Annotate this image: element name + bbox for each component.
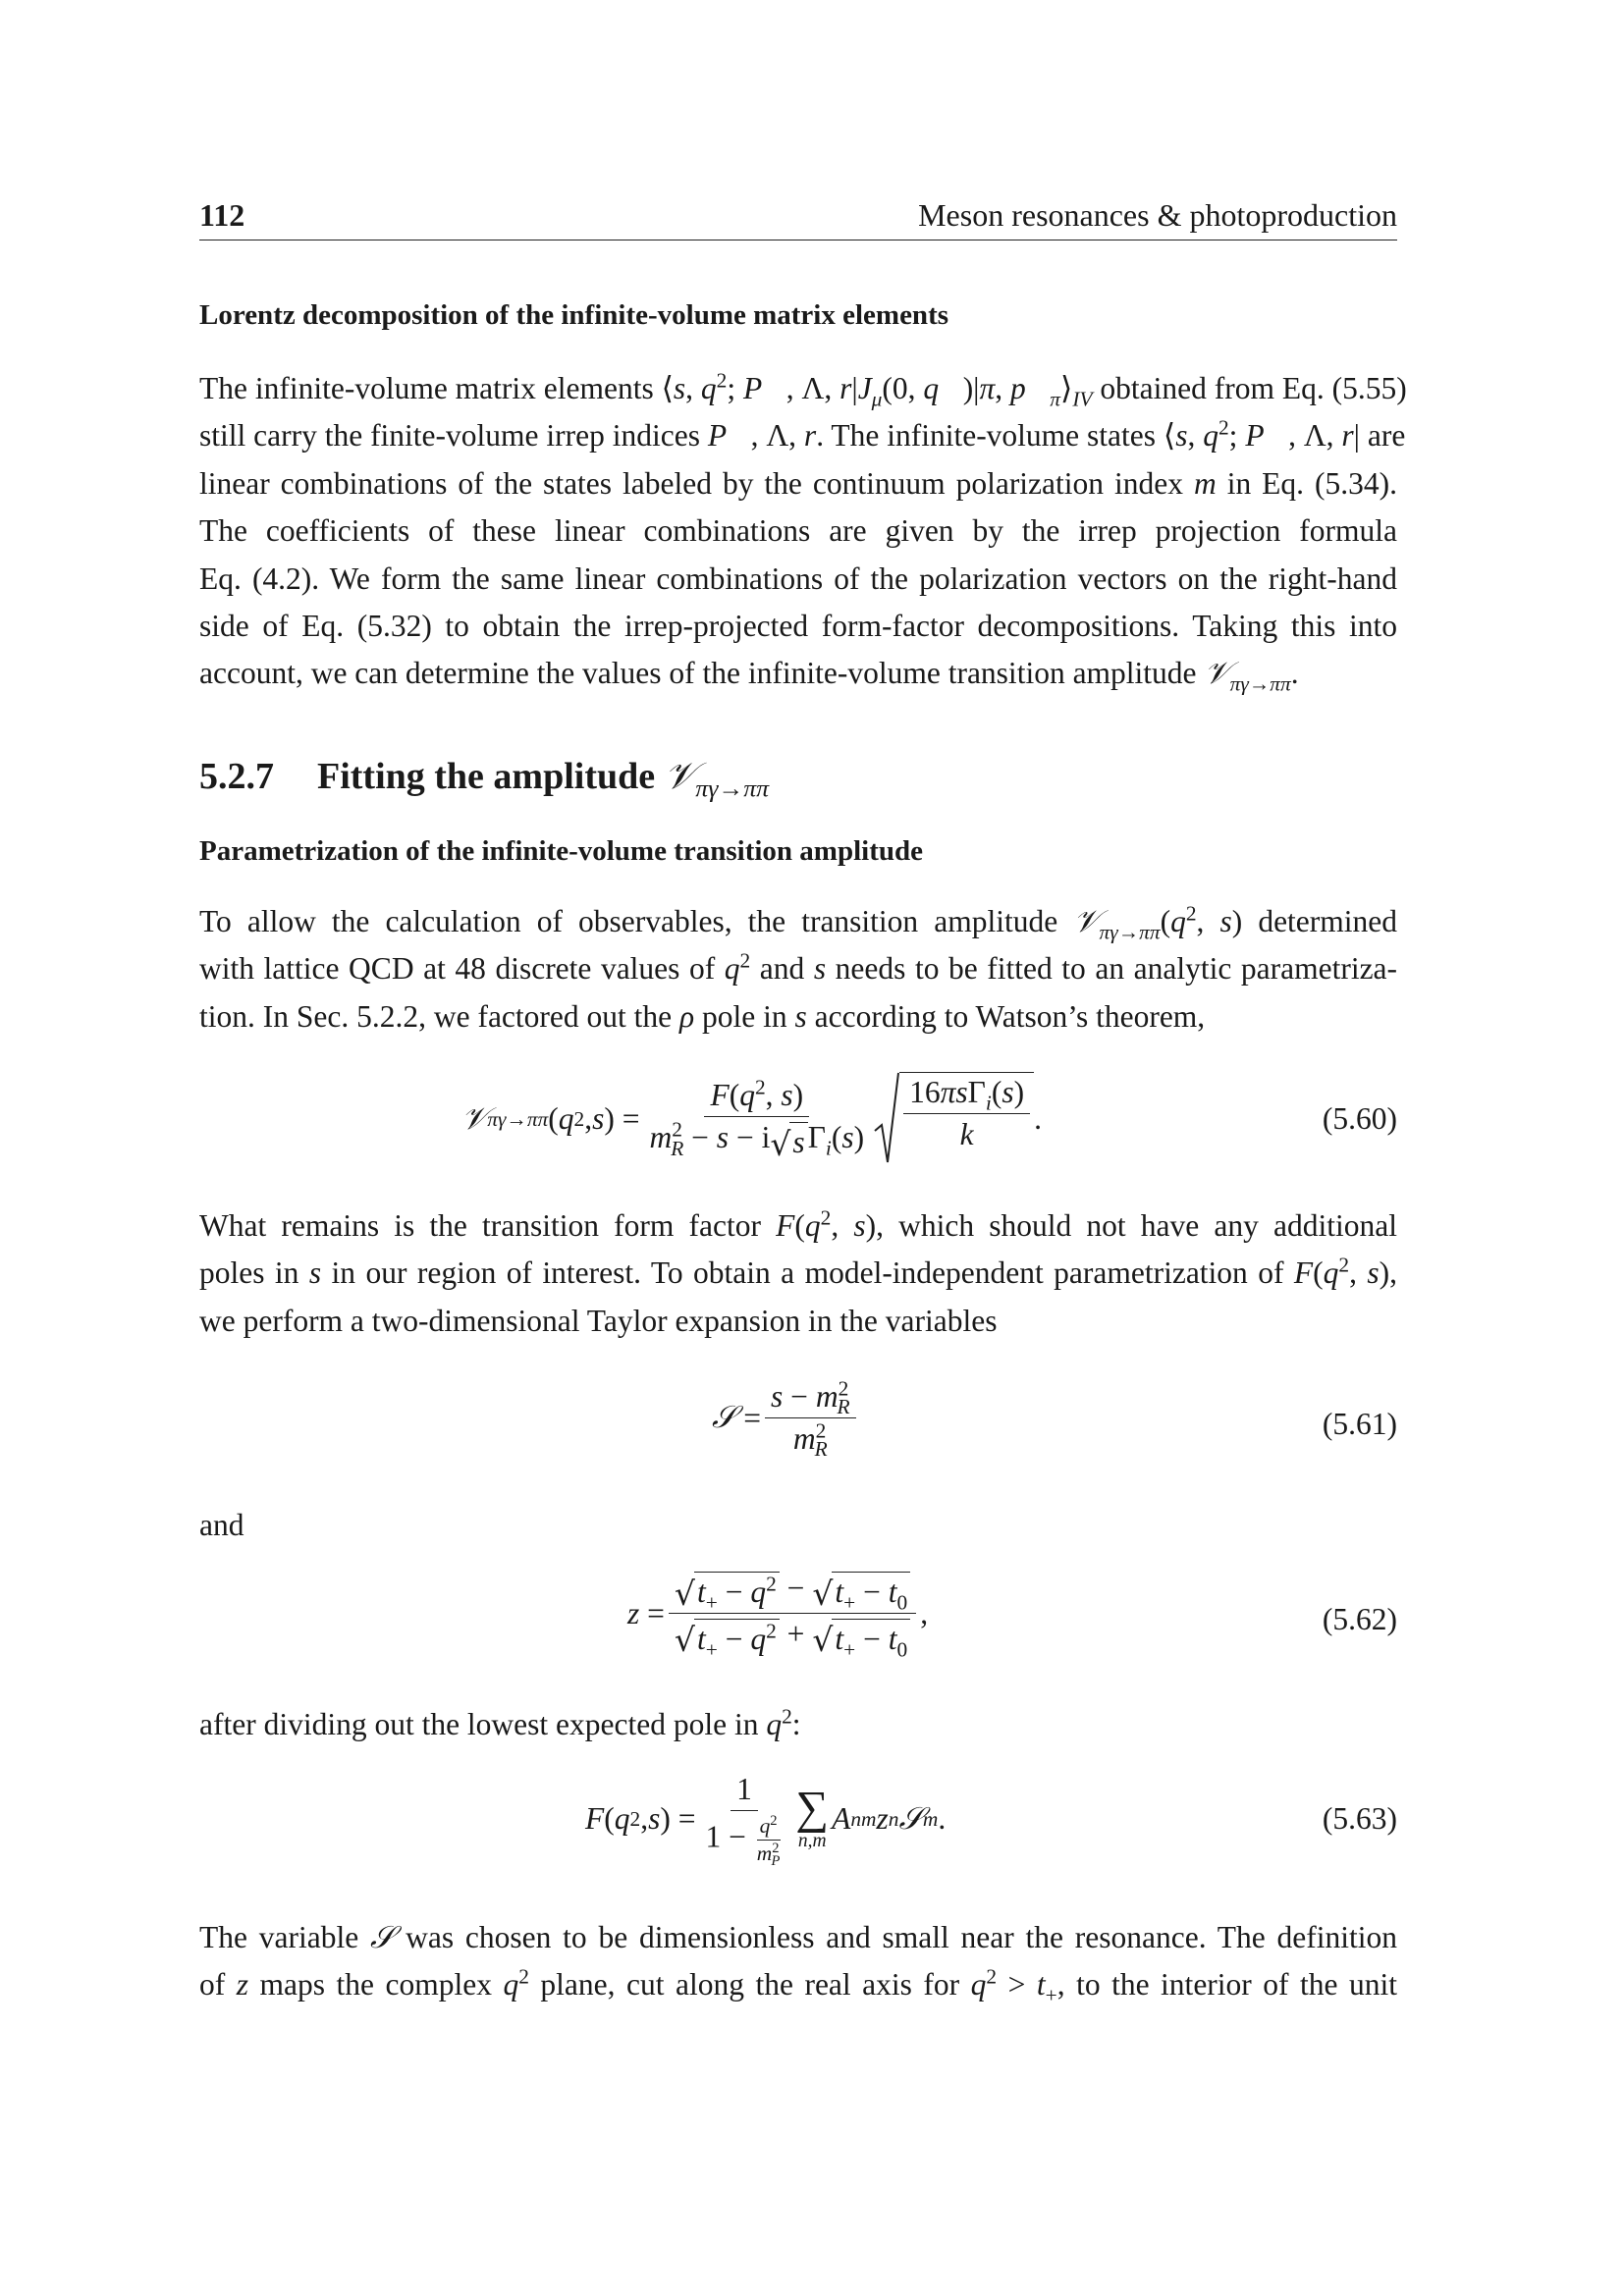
text-line: after dividing out the lowest expected pole in $q^2$:: [199, 1704, 801, 1741]
text-line: with lattice QCD at 48 discrete values of $q^2$ and s needs to be fitted to an analytic parametriza-: [199, 948, 1398, 987]
text-line: The variable 𝒮 was chosen to be dimensionless and small near the resonance. The definition: [199, 1920, 1398, 1955]
text-line: Eq. (4.2). We form the same linear combinations of the polarization vectors on the right-hand: [199, 561, 1397, 596]
subheading-lorentz-decomposition: Lorentz decomposition of the infinite-volume matrix elements: [199, 299, 949, 331]
subheading-parametrization: Parametrization of the infinite-volume transition amplitude: [199, 835, 923, 867]
equation-5-62: [199, 1571, 1397, 1679]
connector-text: and: [199, 1508, 244, 1542]
equation-number: (5.63): [1322, 1801, 1397, 1836]
equation-number: (5.62): [1322, 1602, 1397, 1636]
text-line: To allow the calculation of observables, the transition amplitude $𝒱_{\pi\gamma\to\pi\pi}(q^2$, s) determined: [199, 901, 1398, 944]
text-line: we perform a two-dimensional Taylor expansion in the variables: [199, 1303, 998, 1338]
text-line: What remains is the transition form factor $F(q^2$, s), which should not have any additional: [199, 1205, 1398, 1243]
paragraph-pole: [199, 1701, 1397, 1748]
equation-5-63: [199, 1772, 1397, 1890]
equation-body: F ( q 2 , s ) = 1 1 − $\frac{q^2}{m^2_P}$ ∑ n,m A nm z n 𝒮 m .: [585, 1772, 947, 1870]
equation-5-60: [199, 1072, 1397, 1180]
text-line: poles in s in our region of interest. To obtain a model-independent parametrization of $F(q^2$, s),: [199, 1253, 1398, 1291]
page-number: 112: [199, 197, 245, 233]
summation: ∑ n,m: [795, 1783, 830, 1851]
state-formula: ⟨s, $q^2$; P⃗, Λ, r|: [1163, 415, 1360, 454]
equation-number: (5.60): [1322, 1101, 1397, 1136]
running-header: [199, 196, 1397, 240]
square-root: $\frac{16\pi s\Gamma_i(s)}{k}$: [874, 1072, 1034, 1166]
paragraph-parametrization: [199, 898, 1397, 1041]
equation-5-61: [199, 1376, 1397, 1477]
equation-body: 𝒱 πγ→ππ ( q 2 , s ) = $F(q^2$, s) $m^2_R - s - i$ √ s $\Gamma_i(s)$ $\frac{16\pi s\Gamma_i(s)}{k}$ .: [461, 1072, 1042, 1166]
text-line: of z maps the complex $q^2$ plane, cut along the real axis for $q^2 > t_+$, to the interior of the unit: [199, 1964, 1398, 2007]
section-number: 5.2.7: [199, 756, 274, 797]
running-title: Meson resonances & photoproduction: [918, 197, 1397, 233]
text-line: account, we can determine the values of the infinite-volume transition amplitude 𝒱$_{\pi\gamma\to\pi\pi}$.: [199, 656, 1299, 696]
text-line: The infinite-volume matrix elements ⟨s, $q^2$; P⃗, Λ, $r|J_\mu(0$, q⃗)|π, $p⃗_\pi⟩_{IV}$ obtained from Eq. (5.55): [199, 368, 1407, 411]
equation-body: z = √ $t_+ - q^2$ − √ $t_+ - t_0$ √ $t_+ - q^2$ + √ $t_+ - t_0$ ,: [627, 1571, 929, 1661]
text-line: linear combinations of the states labeled by the continuum polarization index m in Eq. (5.34).: [199, 465, 1398, 501]
text-line: tion. In Sec. 5.2.2, we factored out the ρ pole in s according to Watson’s theorem,: [199, 998, 1206, 1034]
text-line: still carry the finite-volume irrep indices P⃗, Λ, r. The infinite-volume states ⟨s, $q^2$; P⃗, Λ, r| are: [199, 415, 1406, 454]
equation-body: 𝒮 = $\frac{s - m^2_R}{m^2_R}$: [712, 1379, 860, 1457]
fraction: √ $t_+ - q^2$ − √ $t_+ - t_0$ √ $t_+ - q^2$ + √ $t_+ - t_0$: [669, 1571, 916, 1657]
fraction: 1 1 − $\frac{q^2}{m^2_P}$: [705, 1772, 781, 1870]
irrep-indices-formula: P⃗, Λ, r: [707, 418, 817, 454]
paragraph-variable: [199, 1914, 1397, 2009]
paragraph-form-factor: [199, 1202, 1397, 1345]
fraction: $F(q^2$, s) $m^2_R - s - i$ √ s $\Gamma_i(s)$: [649, 1075, 865, 1163]
paragraph-lorentz: [199, 365, 1407, 698]
section-title: Fitting the amplitude: [317, 756, 656, 797]
matrix-element-formula: ⟨s, $q^2$; P⃗, Λ, $r|J_\mu(0$, q⃗)|π, $p⃗_\pi⟩_{IV}$: [661, 368, 1093, 411]
section-heading: 5.2.7 Fitting the amplitude 𝒱$_{\pi\gamma\to\pi\pi}$: [199, 754, 770, 803]
equation-number: (5.61): [1322, 1407, 1397, 1441]
fraction: $\frac{s - m^2_R}{m^2_R}$: [765, 1379, 856, 1457]
text-line: side of Eq. (5.32) to obtain the irrep-projected form-factor decompositions. Taking this into: [199, 608, 1397, 643]
text-line: The coefficients of these linear combinations are given by the irrep projection formula: [199, 513, 1397, 549]
